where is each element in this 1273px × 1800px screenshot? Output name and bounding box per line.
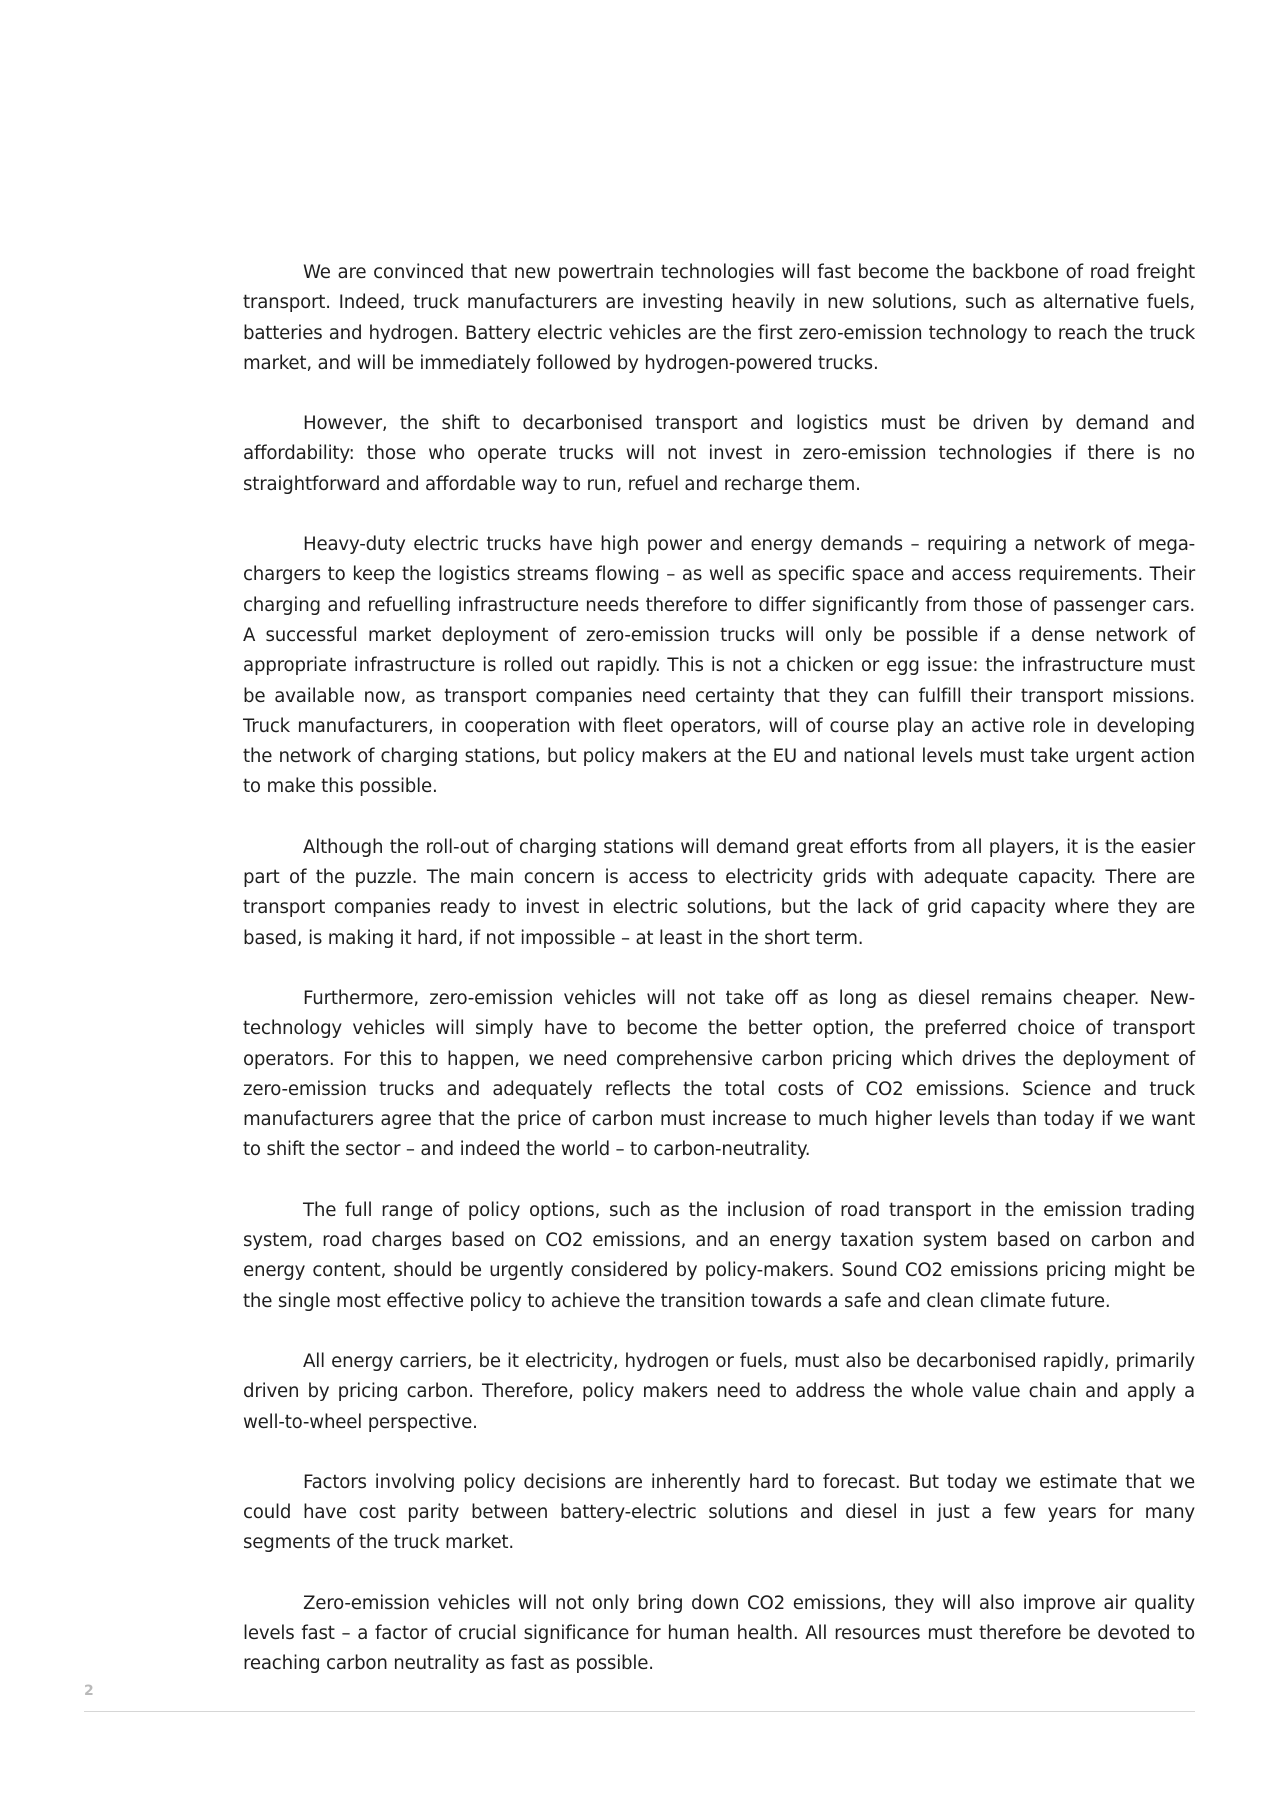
paragraph: Factors involving policy decisions are inherently hard to forecast. But today we estimate that we could have cost parity between battery-electric solutions and diesel in just a few years for many segments of the truck market. (243, 1471, 1195, 1554)
paragraph: The full range of policy options, such as the inclusion of road transport in the emission trading system, road charges based on CO2 emissions, and an energy taxation system based on carbon and energy content, should be urgently considered by policy-makers. Sound CO2 emissions pricing might be the single most effective policy to achieve the transition towards a safe and clean climate future. (243, 1199, 1195, 1312)
footer-divider (84, 1711, 1195, 1712)
paragraph: However, the shift to decarbonised transport and logistics must be driven by demand and affordability: those who operate trucks will not invest in zero-emission technologies if there is no straightforward and affordable way to run, refuel and recharge them. (243, 413, 1195, 495)
paragraph: Heavy-duty electric trucks have high power and energy demands – requiring a network of mega-chargers to keep the logistics streams flowing – as well as specific space and access requirements. Their charging and refuelling infrastructure needs therefore to differ significantly from those of passenger cars. A successful market deployment of zero-emission trucks will only be possible if a dense network of appropriate infrastructure is rolled out rapidly. This is not a chicken or egg issue: the infrastructure must be available now, as transport companies need certainty that they can fulfill their transport missions. Truck manufacturers, in cooperation with fleet operators, will of course play an active role in developing the network of charging stations, but policy makers at the EU and national levels must take urgent action to make this possible. (243, 534, 1195, 798)
paragraph: We are convinced that new powertrain technologies will fast become the backbone of road freight transport. Indeed, truck manufacturers are investing heavily in new solutions, such as alternative fuels, batteries and hydrogen. Battery electric vehicles are the first zero-emission technology to reach the truck market, and will be immediately followed by hydrogen-powered trucks. (243, 262, 1195, 374)
body-text (243, 258, 1195, 1710)
paragraph: Although the roll-out of charging stations will demand great efforts from all players, it is the easier part of the puzzle. The main concern is access to electricity grids with adequate capacity. There are transport companies ready to invest in electric solutions, but the lack of grid capacity where they are based, is making it hard, if not impossible – at least in the short term. (243, 836, 1195, 949)
paragraph: Zero-emission vehicles will not only bring down CO2 emissions, they will also improve air quality levels fast – a factor of crucial significance for human health. All resources must therefore be devoted to reaching carbon neutrality as fast as possible. (243, 1592, 1195, 1675)
page-number: 2 (84, 1683, 94, 1699)
paragraph: Furthermore, zero-emission vehicles will not take off as long as diesel remains cheaper. New-technology vehicles will simply have to become the better option, the preferred choice of transport operators. For this to happen, we need comprehensive carbon pricing which drives the deployment of zero-emission trucks and adequately reflects the total costs of CO2 emissions. Science and truck manufacturers agree that the price of carbon must increase to much higher levels than today if we want to shift the sector – and indeed the world – to carbon-neutrality. (243, 987, 1195, 1161)
paragraph: All energy carriers, be it electricity, hydrogen or fuels, must also be decarbonised rapidly, primarily driven by pricing carbon. Therefore, policy makers need to address the whole value chain and apply a well-to-wheel perspective. (243, 1350, 1195, 1433)
